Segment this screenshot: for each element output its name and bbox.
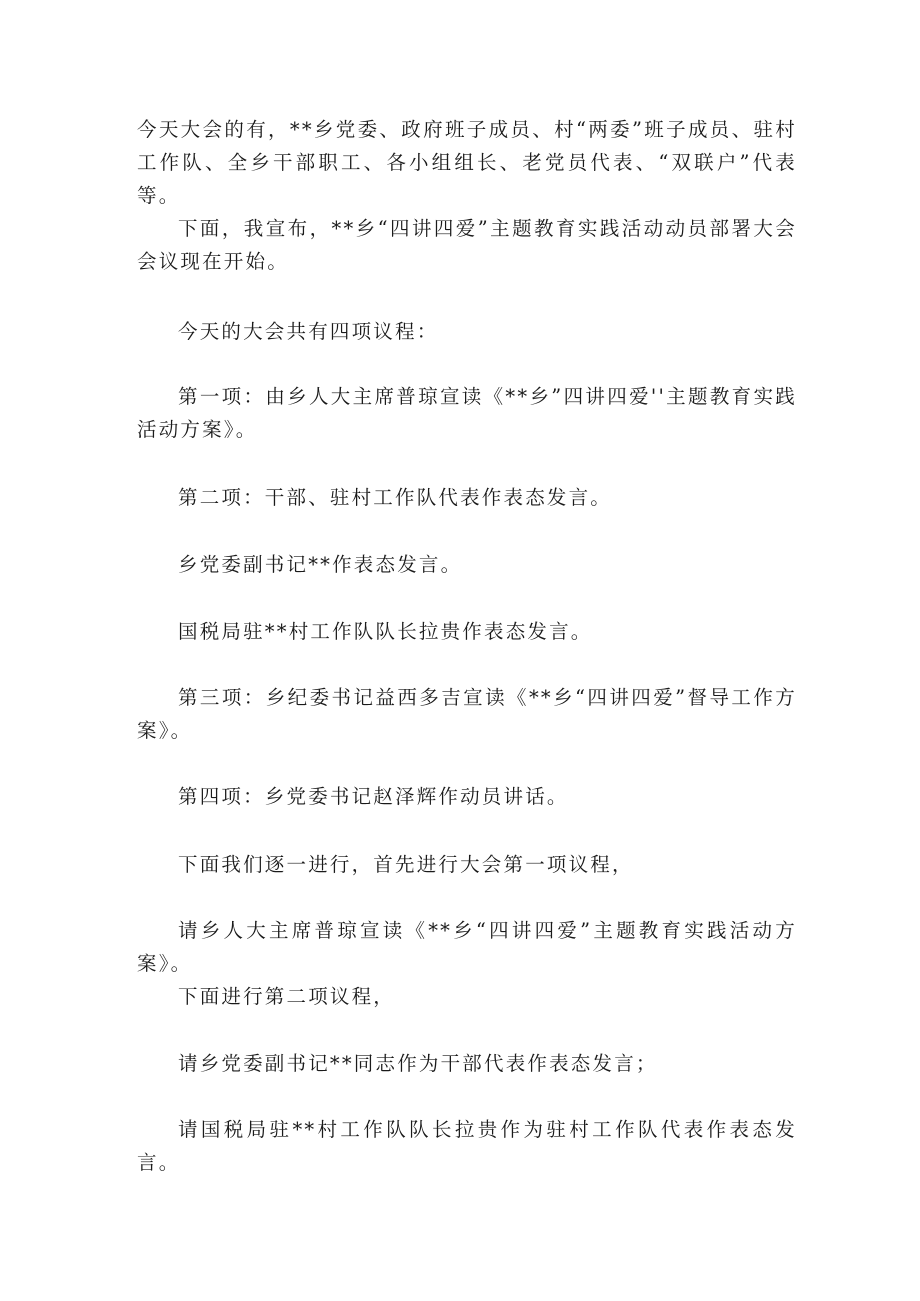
paragraph-attendees: 今天大会的有，**乡党委、政府班子成员、村“两委”班子成员、驻村工作队、全乡干部职工、各小组组长、老党员代表、“双联户”代表等。 [137, 118, 797, 207]
paragraph-agenda-intro: 今天的大会共有四项议程： [178, 320, 439, 343]
paragraph-read-plan: 请乡人大主席普琼宣读《**乡“四讲四爱”主题教育实践活动方案》。 [137, 919, 797, 975]
paragraph-agenda-item-1: 第一项：由乡人大主席普琼宣读《**乡”四讲四爱''主题教育实践活动方案》。 [137, 385, 797, 441]
paragraph-announcement: 下面，我宣布，**乡“四讲四爱”主题教育实践活动动员部署大会会议现在开始。 [137, 217, 797, 273]
paragraph-cadre-speech: 请乡党委副书记**同志作为干部代表作表态发言； [178, 1052, 658, 1075]
paragraph-agenda-item-3: 第三项：乡纪委书记益西多吉宣读《**乡“四讲四爱”督导工作方案》。 [137, 686, 797, 742]
paragraph-team-speech: 请国税局驻**村工作队队长拉贵作为驻村工作队代表作表态发言。 [137, 1118, 797, 1174]
paragraph-proceed: 下面我们逐一进行，首先进行大会第一项议程， [178, 853, 634, 876]
paragraph-tax-bureau: 国税局驻**村工作队队长拉贵作表态发言。 [178, 620, 593, 643]
paragraph-agenda-item-2: 第二项：干部、驻村工作队代表作表态发言。 [178, 486, 613, 509]
paragraph-agenda-item-4: 第四项：乡党委书记赵泽辉作动员讲话。 [178, 785, 569, 808]
paragraph-deputy-secretary: 乡党委副书记**作表态发言。 [178, 553, 463, 576]
paragraph-second-item: 下面进行第二项议程， [178, 985, 396, 1008]
